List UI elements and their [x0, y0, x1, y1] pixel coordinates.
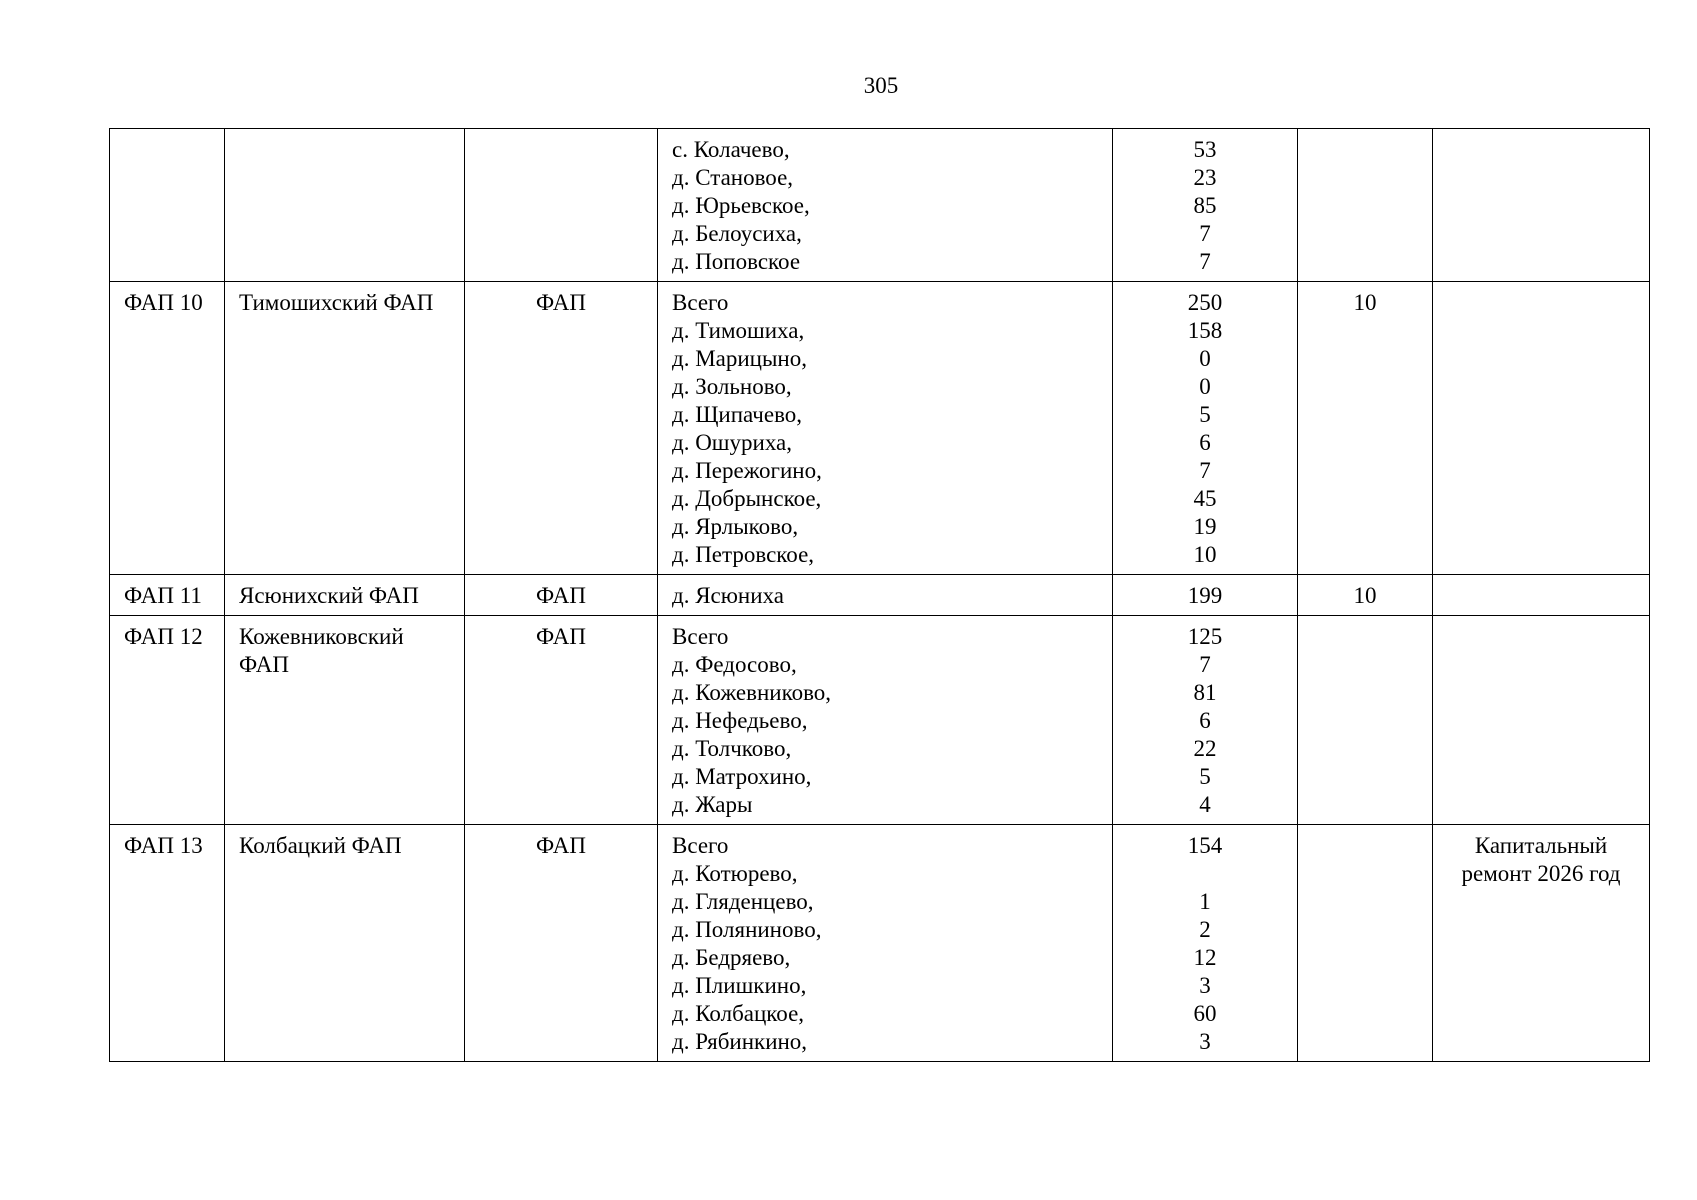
population-cell-line: 45: [1193, 486, 1217, 511]
settlements-cell-line: д. Толчково,: [672, 736, 792, 761]
population-cell-line: 7: [1199, 652, 1211, 677]
value-cell: [1298, 616, 1433, 825]
settlements-cell: [658, 282, 1113, 575]
settlements-cell-line: д. Жары: [672, 792, 753, 817]
population-cell-line: 1: [1199, 889, 1211, 914]
population-cell-line: 7: [1199, 458, 1211, 483]
facility-name-cell: Кожевниковский ФАП: [225, 616, 465, 825]
population-cell: [1113, 616, 1298, 825]
value-cell: [1298, 825, 1433, 1062]
facility-type-cell: ФАП: [465, 282, 658, 575]
settlements-cell-line: д. Поляниново,: [672, 917, 822, 942]
population-cell-line: 23: [1193, 165, 1217, 190]
facility-name-cell: Тимошихский ФАП: [225, 282, 465, 575]
settlements-cell-line: д. Тимошиха,: [672, 318, 805, 343]
table-row: [110, 825, 1650, 1062]
note-cell: [1433, 129, 1650, 282]
population-cell-line: 199: [1187, 583, 1223, 608]
settlements-cell-line: Всего: [672, 833, 729, 858]
value-cell: 10: [1298, 282, 1433, 575]
settlements-cell-line: д. Петровское,: [672, 542, 815, 567]
facility-type-cell: ФАП: [465, 575, 658, 616]
value-cell: 10: [1298, 575, 1433, 616]
settlements-cell-line: д. Нефедьево,: [672, 708, 808, 733]
population-cell-line: 0: [1199, 346, 1211, 371]
settlements-cell-line: д. Добрынское,: [672, 486, 822, 511]
population-cell-line: 60: [1193, 1001, 1217, 1026]
table-body: [110, 129, 1650, 1062]
table-row: [110, 616, 1650, 825]
population-cell-line: 22: [1193, 736, 1217, 761]
population-cell-line: 7: [1199, 221, 1211, 246]
facility-type-cell: ФАП: [465, 616, 658, 825]
population-cell-line: 3: [1199, 973, 1211, 998]
settlements-cell-line: д. Колбацкое,: [672, 1001, 805, 1026]
page-number: 305: [863, 73, 899, 98]
settlements-cell-line: Всего: [672, 290, 729, 315]
population-cell-line: 12: [1193, 945, 1217, 970]
facility-code-cell: ФАП 11: [110, 575, 225, 616]
settlements-cell-line: д. Юрьевское,: [672, 193, 810, 218]
note-cell: [1433, 575, 1650, 616]
population-cell-line: 53: [1193, 137, 1217, 162]
settlements-cell-line: д. Ясюниха: [672, 583, 784, 608]
population-cell-line: 7: [1199, 249, 1211, 274]
facility-table: [109, 128, 1650, 1062]
settlements-cell-line: д. Белоусиха,: [672, 221, 802, 246]
facility-name-cell: Колбацкий ФАП: [225, 825, 465, 1062]
settlements-cell-line: д. Пережогино,: [672, 458, 822, 483]
settlements-cell: [658, 129, 1113, 282]
settlements-cell-line: д. Зольново,: [672, 374, 792, 399]
population-cell-line: 250: [1187, 290, 1223, 315]
population-cell-line: 81: [1193, 680, 1217, 705]
note-cell: [1433, 616, 1650, 825]
settlements-cell-line: с. Колачево,: [672, 137, 790, 162]
population-cell-line: 5: [1199, 764, 1211, 789]
population-cell-line: [1127, 860, 1283, 888]
population-cell-line: 6: [1199, 708, 1211, 733]
population-cell-line: 4: [1199, 792, 1211, 817]
population-cell-line: 19: [1193, 514, 1217, 539]
settlements-cell-line: д. Ярлыково,: [672, 514, 799, 539]
settlements-cell-line: д. Плишкино,: [672, 973, 807, 998]
note-cell: Капитальный ремонт 2026 год: [1433, 825, 1650, 1062]
population-cell-line: 85: [1193, 193, 1217, 218]
population-cell: [1113, 825, 1298, 1062]
table-row: [110, 129, 1650, 282]
settlements-cell-line: д. Матрохино,: [672, 764, 812, 789]
population-cell: [1113, 575, 1298, 616]
facility-code-cell: [110, 129, 225, 282]
facility-name-cell: [225, 129, 465, 282]
settlements-cell-line: д. Марицыно,: [672, 346, 807, 371]
settlements-cell: [658, 575, 1113, 616]
value-cell: [1298, 129, 1433, 282]
settlements-cell: [658, 616, 1113, 825]
facility-type-cell: ФАП: [465, 825, 658, 1062]
population-cell-line: 10: [1193, 542, 1217, 567]
settlements-cell-line: д. Бедряево,: [672, 945, 791, 970]
population-cell-line: 158: [1187, 318, 1223, 343]
settlements-cell-line: д. Рябинкино,: [672, 1029, 808, 1054]
facility-code-cell: ФАП 12: [110, 616, 225, 825]
population-cell: [1113, 129, 1298, 282]
population-cell-line: 0: [1199, 374, 1211, 399]
facility-code-cell: ФАП 13: [110, 825, 225, 1062]
settlements-cell-line: д. Становое,: [672, 165, 794, 190]
settlements-cell-line: д. Поповское: [672, 249, 801, 274]
population-cell-line: 3: [1199, 1029, 1211, 1054]
population-cell-line: 5: [1199, 402, 1211, 427]
settlements-cell-line: д. Кожевниково,: [672, 680, 832, 705]
settlements-cell-line: д. Щипачево,: [672, 402, 803, 427]
settlements-cell-line: д. Котюрево,: [672, 861, 798, 886]
population-cell-line: 2: [1199, 917, 1211, 942]
population-cell: [1113, 282, 1298, 575]
facility-type-cell: [465, 129, 658, 282]
settlements-cell-line: д. Федосово,: [672, 652, 797, 677]
table-row: [110, 575, 1650, 616]
population-cell-line: 6: [1199, 430, 1211, 455]
settlements-cell: [658, 825, 1113, 1062]
population-cell-line: 154: [1187, 833, 1223, 858]
population-cell-line: 125: [1187, 624, 1223, 649]
settlements-cell-line: Всего: [672, 624, 729, 649]
settlements-cell-line: д. Гляденцево,: [672, 889, 814, 914]
facility-name-cell: Ясюнихский ФАП: [225, 575, 465, 616]
facility-code-cell: ФАП 10: [110, 282, 225, 575]
settlements-cell-line: д. Ошуриха,: [672, 430, 792, 455]
table-row: [110, 282, 1650, 575]
note-cell: [1433, 282, 1650, 575]
